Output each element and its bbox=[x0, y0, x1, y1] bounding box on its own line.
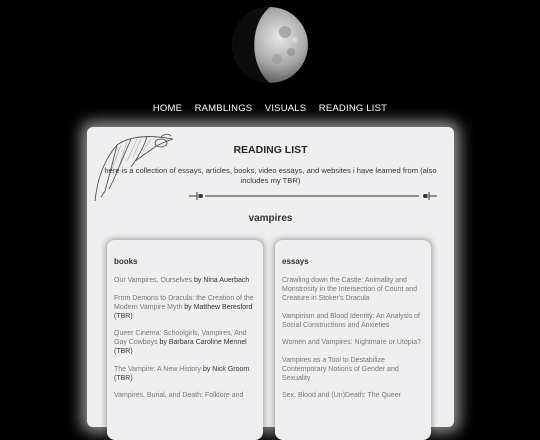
list-item[interactable]: Sex, Blood and (Un)Death: The Queer bbox=[282, 392, 401, 399]
main-nav bbox=[0, 98, 540, 116]
intro-text: here is a collection of essays, articles, books, video essays, and websites i have learned from (also includes my TBR) bbox=[104, 166, 437, 185]
essays-heading: essays bbox=[282, 257, 309, 266]
nav-ramblings-link[interactable]: RAMBLINGS bbox=[194, 103, 253, 114]
nav-reading-list-link[interactable]: READING LIST bbox=[318, 103, 388, 114]
nav-visuals-link[interactable]: VISUALS bbox=[264, 103, 307, 114]
list-item[interactable]: The Vampire: A New History by Nick Groom (TBR) bbox=[114, 365, 250, 382]
list-item[interactable]: Vampires as a Tool to Destabilize Contemporary Notions of Gender and Sexuality bbox=[282, 356, 399, 382]
essays-card bbox=[275, 240, 431, 440]
list-item[interactable]: Women and Vampires: Nightmare or Utopia? bbox=[282, 339, 422, 346]
list-item[interactable]: From Demons to Dracula: the Creation of the Modern Vampire Myth by Matthew Beresford (TBR) bbox=[114, 294, 254, 320]
moon-image bbox=[229, 4, 311, 86]
list-item[interactable]: Crawling down the Castle: Animality and Monstrosity in the Intersection of Count and Creature in Stoker's Dracula bbox=[282, 277, 418, 302]
sword-divider bbox=[187, 190, 439, 202]
reading-list-panel bbox=[87, 127, 454, 427]
section-heading: vampires bbox=[248, 213, 293, 224]
page-title: READING LIST bbox=[233, 144, 308, 156]
list-item[interactable]: Our Vampires, Ourselves by Nina Auerbach bbox=[114, 277, 250, 284]
list-item[interactable]: Vampires, Burial, and Death: Folklore and bbox=[114, 392, 244, 399]
list-item[interactable]: Queer Cinema: Schoolgirls, Vampires, And Gay Cowboys by Barbara Caroline Mennel (TBR) bbox=[114, 330, 247, 355]
nav-home-link[interactable]: HOME bbox=[152, 103, 183, 114]
list-item[interactable]: Vampirism and Blood Identity: An Analysis of Social Constructions and Anxieties bbox=[282, 312, 420, 329]
books-heading: books bbox=[114, 257, 138, 266]
books-card bbox=[107, 240, 263, 440]
